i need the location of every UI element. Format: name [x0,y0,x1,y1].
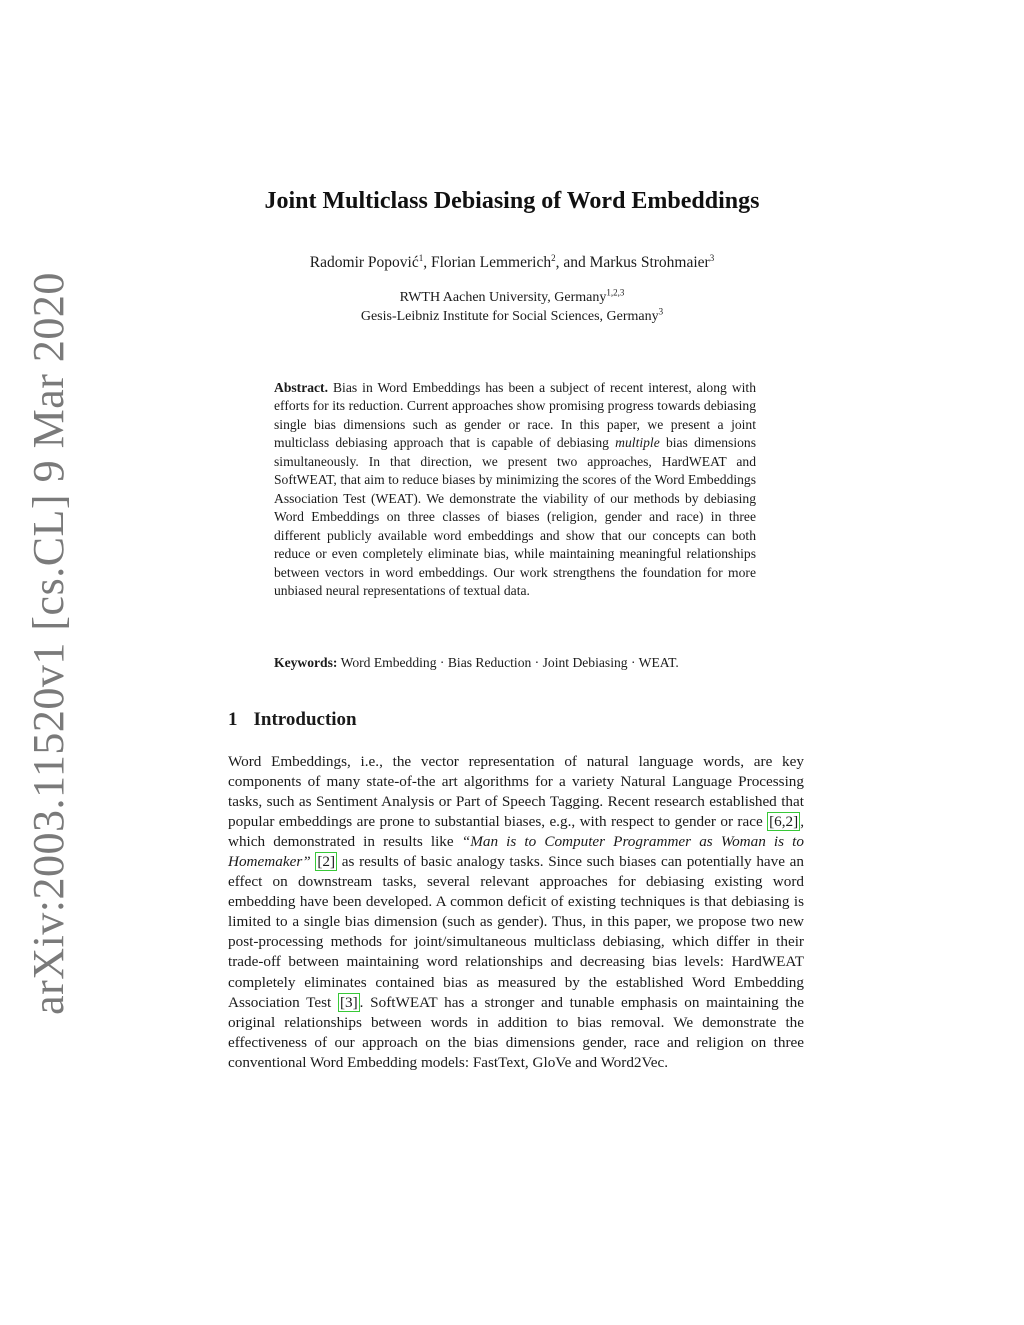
analogy-quote: “Man is to Computer Programmer as Woman is to Homemaker” [228,833,804,871]
abstract-text: Bias in Word Embeddings has been a subject of recent interest, along with efforts for its reduction. Current approaches show promising progress towards debiasing single bias dimensions such as gender or race. In this paper, we present a joint multiclass debiasing approach that is capable of debiasing [274,380,756,451]
author-affiliation-mark: 1 [418,252,424,263]
section-heading [228,709,357,731]
affiliation-mark: 1,2,3 [606,287,625,298]
abstract-label: Abstract. [274,380,328,395]
abstract-emphasis: multiple [615,435,660,451]
keywords-label: Keywords: [274,655,338,670]
affiliation-mark: 3 [658,306,664,317]
paper-title: Joint Multiclass Debiasing of Word Embeddings [264,188,760,214]
author-name: Florian Lemmerich [430,254,552,271]
keywords-text: Word Embedding · Bias Reduction · Joint Debiasing · WEAT. [337,655,679,670]
author-separator: , and [555,254,590,271]
body-text: , which demonstrated in results like [228,813,804,851]
arxiv-side-stamp [8,271,88,1015]
body-text: as results of basic analogy tasks. Since such biases can potentially have an effect on downstream tasks, several relevant approaches for debiasing existing word embedding have been developed. A common deficit of existing techniques is that debiasing is limited to a single bias dimension (such as gender). Thus, in this paper, we propose two new post-processing methods for joint/simultaneous multiclass debiasing, which differ in their trade-off between maintaining word relationships and decreasing bias levels: HardWEAT completely eliminates contained bias as measured by the established Word Embedding Association Test [228,853,805,1011]
author-affiliation-mark: 2 [551,252,556,263]
section-number: 1 [228,709,238,730]
author-separator: , [423,254,431,271]
keywords [274,655,794,671]
introduction-paragraph [228,752,804,1073]
citation-link[interactable]: [2] [317,853,336,871]
abstract [274,379,756,600]
affiliation [0,287,1024,306]
arxiv-identifier[interactable]: arXiv:2003.11520v1 [cs.CL] 9 Mar 2020 [23,271,73,1015]
affiliation-name: RWTH Aachen University, Germany [399,290,607,305]
affiliation-name: Gesis-Leibniz Institute for Social Sciences, Germany [360,309,659,324]
author-name: Markus Strohmaier [589,254,710,271]
author-name: Radomir Popović [309,254,419,271]
citation-link[interactable]: [3] [339,993,358,1011]
affiliation [0,306,1024,325]
author-list [0,254,1024,272]
body-text: . SoftWEAT has a stronger and tunable emphasis on maintaining the original relationships between words in addition to bias removal. We demonstrate the effectiveness of our approach on the bias dimensions gender, race and religion on three conventional Word Embedding models: FastText, GloVe and Word2Vec. [228,993,804,1071]
section-title: Introduction [253,709,357,730]
author-affiliation-mark: 3 [709,252,715,263]
body-text: Word Embeddings, i.e., the vector representation of natural language words, are key components of many state-of-the art algorithms for a variety Natural Language Processing tasks, such as Sentiment Analysis or Part of Speech Tagging. Recent research established that popular embeddings are prone to substantial biases, e.g., with respect to gender or race [228,753,804,831]
abstract-text: bias dimensions simultaneously. In that direction, we present two approaches, HardWEAT and SoftWEAT, that aim to reduce biases by minimizing the scores of the Word Embeddings Association Test (WEAT). We demonstrate the viability of our methods by debiasing Word Embeddings on three classes of biases (religion, gender and race) in three different publicly available word embeddings and show that our concepts can both reduce or even completely eliminate bias, while maintaining meaningful relationships between vectors in word embeddings. Our work strengthens the foundation for more unbiased neural representations of textual data. [274,435,756,598]
citation-link[interactable]: [6,2] [769,813,799,831]
